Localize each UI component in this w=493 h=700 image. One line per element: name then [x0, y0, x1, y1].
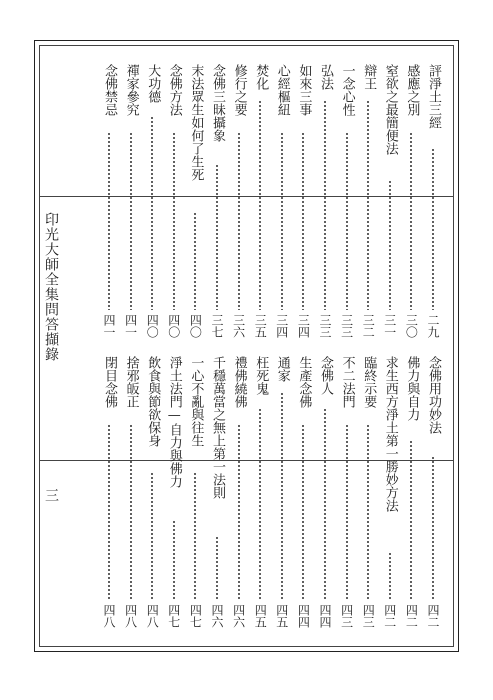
toc-entry-page: 三四: [274, 314, 289, 338]
toc-leader-dots: [151, 472, 153, 600]
toc-entry: [100, 356, 118, 634]
toc-entry-title: 一心不亂與往生: [188, 356, 204, 447]
toc-entry-title: 通家: [274, 356, 290, 382]
toc-entry-page: 四二: [426, 604, 440, 628]
toc-entry: [316, 356, 334, 634]
toc-entry: [143, 356, 161, 634]
toc-leader-dots: [432, 148, 434, 310]
toc-leader-dots: [432, 456, 434, 600]
toc-leader-dots: [302, 424, 304, 600]
toc-leader-dots: [216, 536, 218, 600]
toc-leader-dots: [324, 100, 326, 310]
toc-entry-page: 四七: [166, 604, 181, 628]
toc-entry-title: 閉目念佛: [102, 356, 117, 408]
toc-entry: [359, 356, 377, 634]
toc-entry-title: 大功德: [145, 64, 161, 103]
toc-entry: [230, 64, 248, 344]
toc-entry: [402, 356, 420, 634]
toc-entry: [186, 64, 204, 344]
toc-entry-page: 三三: [339, 314, 354, 338]
toc-leader-dots: [108, 424, 110, 600]
toc-entry-title: 窒欲之最簡便法: [382, 64, 398, 155]
toc-entry-page: 四〇: [145, 314, 160, 338]
toc-entry: [424, 64, 442, 344]
toc-leader-dots: [367, 100, 369, 310]
toc-entry: [122, 64, 140, 344]
toc-entry-title: 佛力與自力: [404, 356, 420, 421]
toc-leader-dots: [238, 132, 240, 310]
toc-entry: [165, 356, 183, 634]
toc-entry-title: 如來三事: [296, 64, 312, 116]
toc-entry-title: 念佛禁忌: [102, 64, 117, 116]
toc-entry-page: 四六: [231, 604, 246, 628]
toc-entry-title: 念佛方法: [166, 64, 182, 116]
toc-leader-dots: [130, 132, 132, 310]
toc-entry: [359, 64, 377, 344]
toc-entry: [143, 64, 161, 344]
toc-entry: [381, 356, 399, 634]
toc-entry-title: 禪家參究: [123, 64, 139, 116]
toc-leader-dots: [238, 424, 240, 600]
toc-entry-title: 辯王: [361, 64, 377, 90]
toc-entry-page: 三七: [210, 314, 224, 338]
toc-entry: [424, 356, 442, 634]
toc-leader-dots: [346, 424, 348, 600]
toc-entry-title: 末法眾生如何了生死: [188, 64, 204, 181]
toc-entry-title: 念佛三昧攝象: [210, 64, 225, 142]
toc-entry: [294, 356, 312, 634]
toc-leader-dots: [389, 552, 391, 600]
toc-entry: [208, 356, 226, 634]
toc-entry-page: 二九: [426, 314, 440, 338]
toc-leader-dots: [130, 424, 132, 600]
toc-entry-page: 四二: [404, 604, 419, 628]
toc-entry-title: 枉死鬼: [253, 356, 269, 395]
toc-entry-title: 焚化: [253, 64, 269, 90]
toc-entry-title: 不二法門: [339, 356, 355, 408]
toc-entry: [338, 64, 356, 344]
toc-entry-title: 感應之別: [404, 64, 420, 116]
toc-entry-title: 心經樞紐: [274, 64, 290, 116]
toc-entry-page: 三一: [382, 314, 397, 338]
toc-entry: [230, 356, 248, 634]
toc-entry: [100, 64, 118, 344]
page-number: 三: [43, 488, 59, 502]
toc-entry-title: 淨土法門—自力與佛力: [166, 356, 182, 488]
toc-leader-dots: [389, 180, 391, 310]
toc-entry: [122, 356, 140, 634]
toc-entry-title: 禮佛繞佛: [231, 356, 247, 408]
toc-leader-dots: [346, 132, 348, 310]
toc-leader-dots: [324, 408, 326, 600]
toc-entry-title: 念佛用功妙法: [426, 356, 441, 434]
toc-entry-page: 四三: [361, 604, 376, 628]
toc-entry-page: 三二: [361, 314, 376, 338]
toc-entry-page: 四五: [274, 604, 289, 628]
toc-entry-page: 四七: [188, 604, 203, 628]
toc-entry: [251, 64, 269, 344]
toc-entry-page: 四〇: [188, 314, 203, 338]
toc-entry-page: 三六: [231, 314, 246, 338]
toc-leader-dots: [281, 132, 283, 310]
toc-leader-dots: [259, 408, 261, 600]
toc-entry: [186, 356, 204, 634]
toc-entry: [208, 64, 226, 344]
toc-leader-dots: [216, 164, 218, 310]
toc-entry: [251, 356, 269, 634]
toc-leader-dots: [194, 472, 196, 600]
toc-entry-page: 四四: [318, 604, 332, 628]
toc-leader-dots: [410, 440, 412, 600]
toc-entry-title: 修行之要: [231, 64, 247, 116]
toc-entry-page: 四一: [123, 314, 138, 338]
toc-leader-dots: [367, 424, 369, 600]
toc-entry: [402, 64, 420, 344]
toc-leader-dots: [281, 392, 283, 600]
toc-entry-page: 四三: [339, 604, 354, 628]
toc-entry: [273, 64, 291, 344]
toc-entry-title: 千穩萬當之無上第一法則: [210, 356, 225, 499]
toc-leader-dots: [194, 212, 196, 310]
toc-entry-page: 四二: [382, 604, 397, 628]
toc-entry-page: 三三: [318, 314, 332, 338]
toc-entry-title: 評淨土三經: [426, 64, 441, 129]
toc-entry: [316, 64, 334, 344]
toc-entry-title: 一念心性: [339, 64, 355, 116]
toc-entry-page: 四〇: [166, 314, 181, 338]
book-title: 印光大師全集問答擷錄: [43, 212, 59, 362]
toc-entry-title: 念佛人: [318, 356, 333, 395]
toc-entry-title: 飲食與節欲保身: [145, 356, 161, 447]
toc-entry-page: 四五: [253, 604, 268, 628]
toc-entry-page: 四八: [123, 604, 138, 628]
toc-entry-title: 弘法: [318, 64, 333, 90]
toc-entry-page: 三〇: [404, 314, 419, 338]
toc-leader-dots: [173, 132, 175, 310]
toc-entry-page: 四四: [296, 604, 311, 628]
toc-entry: [338, 356, 356, 634]
toc-entry-page: 四八: [145, 604, 160, 628]
toc-entry: [381, 64, 399, 344]
toc-leader-dots: [173, 520, 175, 600]
toc-leader-dots: [302, 132, 304, 310]
toc-entry-title: 求生西方淨土第一勝妙方法: [382, 356, 398, 512]
toc-entry-title: 生產念佛: [296, 356, 312, 408]
toc-entry-page: 三五: [253, 314, 268, 338]
toc-entry-title: 臨終示要: [361, 356, 377, 408]
toc-entry-page: 四六: [210, 604, 224, 628]
toc-leader-dots: [108, 132, 110, 310]
toc-leader-dots: [151, 116, 153, 310]
toc-leader-dots: [410, 132, 412, 310]
toc-entry: [165, 64, 183, 344]
toc-entry-page: 三四: [296, 314, 311, 338]
toc-entry: [273, 356, 291, 634]
toc-entry: [294, 64, 312, 344]
toc-entry-title: 捨邪皈正: [123, 356, 139, 408]
toc-entry-page: 四八: [102, 604, 116, 628]
toc-leader-dots: [259, 100, 261, 310]
toc-entry-page: 四一: [102, 314, 116, 338]
